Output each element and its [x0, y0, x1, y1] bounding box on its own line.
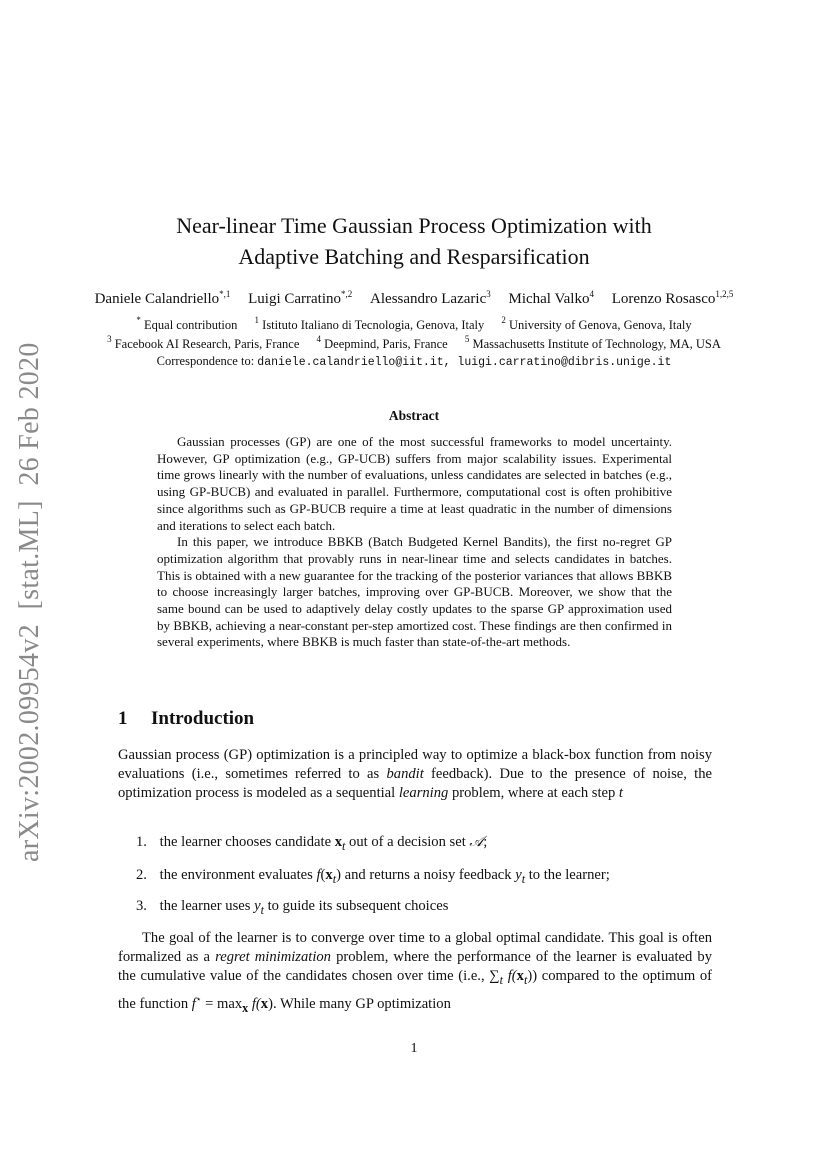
list-item: 2. the environment evaluates $f(x_t)$ and returns a noisy feedback $y_t$ to the learner;	[136, 867, 610, 886]
list-item: 1. the learner chooses candidate $x_t$ out of a decision set 𝒜;	[136, 834, 488, 853]
correspondence-label: Correspondence to:	[156, 354, 255, 368]
affiliation: $^4$ Deepmind, Paris, France	[316, 334, 448, 351]
author: Daniele Calandriello$^{*,1}$	[94, 289, 231, 307]
affiliations-line-1	[0, 315, 828, 333]
affiliation: * Equal contribution	[136, 315, 238, 332]
intro-paragraph: Gaussian process (GP) optimization is a principled way to optimize a black-box function from noisy evaluations (i.e., sometimes referred to as bandit feedback). Due to the presence of noise, the optimization process is modeled as a sequential learning problem, where at each step t	[118, 747, 712, 801]
abstract-heading: Abstract	[388, 408, 440, 423]
affiliation: $^1$ Istituto Italiano di Tecnologia, Genova, Italy	[254, 315, 485, 332]
author: Alessandro Lazaric$^3$	[370, 289, 491, 307]
goal-paragraph: The goal of the learner is to converge over time to a global optimal candidate. This goal is often formalized as a regret minimization problem, where the performance of the learner is evaluated by the cumulative value of the candidates chosen over time (i.e., $\sum_t$ $f(x_t)$) compared to the optimum of the function $f^⋆ = \max_x f(x)$. While many GP optimization	[118, 930, 712, 1015]
correspondence-line	[0, 354, 828, 369]
author: Luigi Carratino$^{*,2}$	[248, 289, 353, 307]
paper-title	[0, 210, 828, 272]
affiliation: $^2$ University of Genova, Genova, Italy	[501, 315, 692, 332]
affiliation: $^3$ Facebook AI Research, Paris, France	[107, 334, 300, 351]
affiliations-line-2	[0, 334, 828, 352]
abstract-paragraph-2: In this paper, we introduce BBKB (Batch Budgeted Kernel Bandits), the first no-regret GP optimization algorithm that provably runs in near-linear time and selects candidates in batches. This is obtained with a new guarantee for the tracking of the posterior variances that allows BBKB to choose increasingly larger batches, improving over GP-BUCB. Moreover, we show that the same bound can be used to adaptively delay costly updates to the sparse GP approximation used by BBKB, achieving a near-constant per-step amortized cost. These findings are then confirmed in several experiments, where BBKB is much faster than state-of-the-art methods.	[157, 534, 672, 650]
arxiv-stamp: arXiv:2002.09954v2 [stat.ML] 26 Feb 2020	[14, 342, 45, 862]
author-list	[0, 289, 828, 308]
title-line-2: Adaptive Batching and Resparsification	[238, 244, 590, 269]
author: Lorenzo Rosasco$^{1,2,5}$	[611, 289, 734, 307]
page-number: 1	[410, 1041, 418, 1056]
affiliation: $^5$ Massachusetts Institute of Technology, MA, USA	[464, 334, 721, 351]
abstract-body	[157, 434, 672, 651]
list-item: 3. the learner uses $y_t$ to guide its subsequent choices	[136, 898, 449, 917]
section-title: Introduction	[151, 708, 255, 729]
author: Michal Valko$^4$	[508, 289, 594, 307]
correspondence-emails[interactable]: daniele.calandriello@iit.it, luigi.carratino@dibris.unige.it	[257, 356, 672, 369]
abstract-paragraph-1: Gaussian processes (GP) are one of the most successful frameworks to model uncertainty. However, GP optimization (e.g., GP-UCB) suffers from major scalability issues. Experimental time grows linearly with the number of evaluations, unless candidates are selected in batches (e.g., using GP-BUCB) and evaluated in parallel. Furthermore, computational cost is often prohibitive since algorithms such as GP-BUCB require a time at least quadratic in the number of dimensions and iterations to select each batch.	[157, 434, 672, 533]
section-heading	[118, 708, 254, 730]
section-number: 1	[118, 708, 128, 729]
title-line-1: Near-linear Time Gaussian Process Optimization with	[176, 213, 652, 238]
